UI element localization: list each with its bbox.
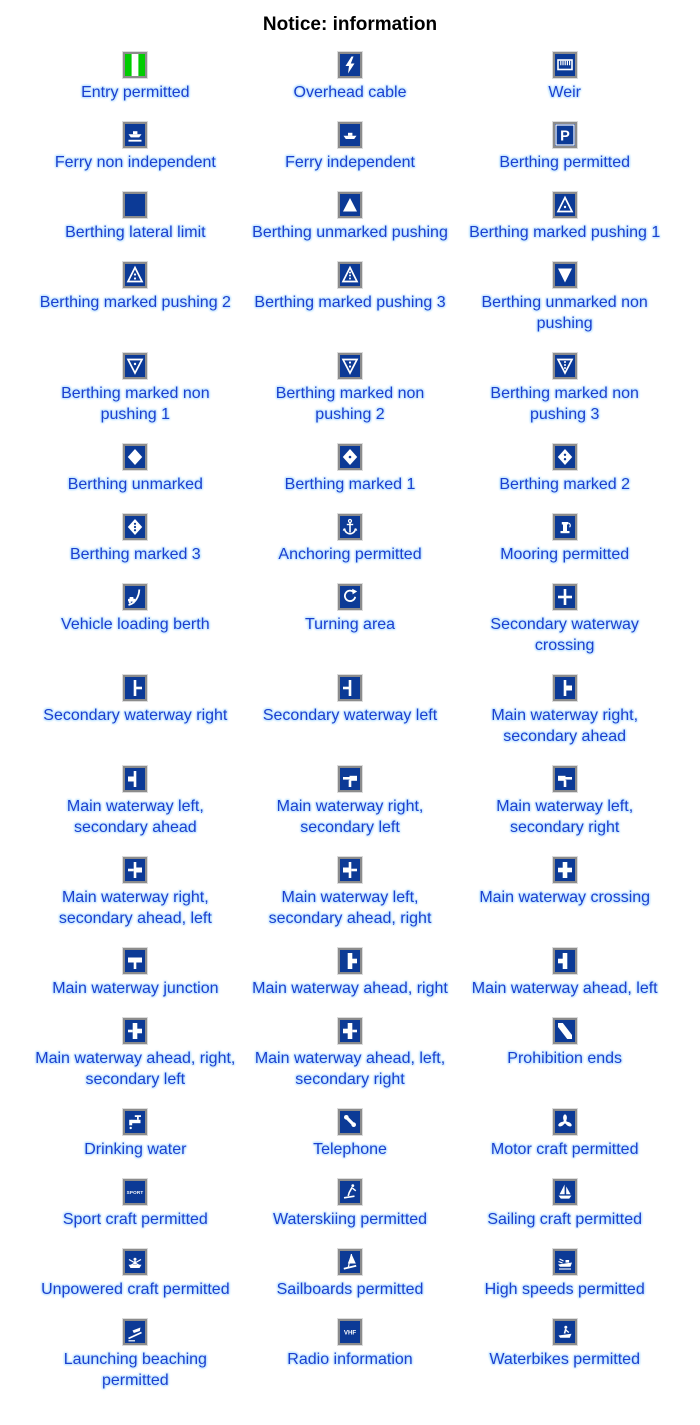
main-right-sec-ahead-icon bbox=[553, 675, 577, 701]
triangle-up-marked-2-icon bbox=[123, 262, 147, 288]
sign-item bbox=[457, 1249, 672, 1300]
sign-row bbox=[0, 675, 700, 747]
main-right-sec-ahead-left-icon bbox=[123, 857, 147, 883]
main-right-sec-left-icon bbox=[338, 766, 362, 792]
sign-label: Prohibition ends bbox=[507, 1050, 623, 1067]
sign-item bbox=[243, 122, 458, 173]
sign-label: Waterbikes permitted bbox=[489, 1351, 640, 1368]
sign-label: Telephone bbox=[313, 1141, 387, 1158]
sign-item bbox=[28, 1179, 243, 1230]
sign-label: Secondary waterway right bbox=[43, 707, 228, 724]
sign-item bbox=[457, 675, 672, 747]
sign-item bbox=[28, 52, 243, 103]
main-crossing-icon bbox=[553, 857, 577, 883]
turning-area-icon bbox=[338, 584, 362, 610]
sign-label: Main waterway ahead, right, secondary left bbox=[35, 1050, 236, 1088]
sign-label: Berthing marked non pushing 1 bbox=[61, 385, 210, 423]
sign-item bbox=[28, 584, 243, 656]
main-ahead-right-icon bbox=[338, 948, 362, 974]
sign-label: Sport craft permitted bbox=[62, 1211, 208, 1228]
sign-item bbox=[243, 766, 458, 838]
waterbikes-icon bbox=[553, 1319, 577, 1345]
sign-item bbox=[28, 444, 243, 495]
sign-item bbox=[457, 262, 672, 334]
sign-row bbox=[0, 353, 700, 425]
sign-label: Weir bbox=[548, 84, 581, 101]
sign-label: Sailboards permitted bbox=[276, 1281, 424, 1298]
high-speeds-icon bbox=[553, 1249, 577, 1275]
sign-item bbox=[243, 1179, 458, 1230]
sign-item bbox=[28, 1249, 243, 1300]
page-title: Notice: information bbox=[262, 14, 438, 35]
sign-label: Berthing unmarked non pushing bbox=[481, 294, 648, 332]
sign-item bbox=[28, 675, 243, 747]
signs-grid bbox=[0, 52, 700, 1391]
sign-item bbox=[243, 52, 458, 103]
sign-label: Ferry independent bbox=[285, 154, 415, 171]
sign-item bbox=[28, 122, 243, 173]
sign-item bbox=[457, 766, 672, 838]
sign-item bbox=[243, 584, 458, 656]
weir-icon bbox=[553, 52, 577, 78]
sign-row bbox=[0, 766, 700, 838]
sign-label: Berthing permitted bbox=[499, 154, 631, 171]
sign-item bbox=[243, 353, 458, 425]
diamond-marked-1-icon bbox=[338, 444, 362, 470]
triangle-down-marked-1-icon bbox=[123, 353, 147, 379]
sign-label: Main waterway crossing bbox=[479, 889, 651, 906]
secondary-left-icon bbox=[338, 675, 362, 701]
sailing-craft-icon bbox=[553, 1179, 577, 1205]
triangle-down-marked-3-icon bbox=[553, 353, 577, 379]
sign-label: Berthing unmarked pushing bbox=[252, 224, 448, 241]
sign-label: Berthing marked non pushing 3 bbox=[490, 385, 639, 423]
main-ahead-left-icon bbox=[553, 948, 577, 974]
svg-text:SPORT: SPORT bbox=[126, 1190, 144, 1195]
sign-row bbox=[0, 1319, 700, 1391]
sign-item bbox=[243, 675, 458, 747]
sign-label: Waterskiing permitted bbox=[272, 1211, 428, 1228]
sign-label: Main waterway ahead, left bbox=[471, 980, 658, 997]
sign-label: Main waterway junction bbox=[52, 980, 219, 997]
sign-label: Berthing marked pushing 2 bbox=[39, 294, 231, 311]
sign-item bbox=[243, 1018, 458, 1090]
sign-item bbox=[457, 584, 672, 656]
sign-row bbox=[0, 1249, 700, 1300]
main-left-sec-right-icon bbox=[553, 766, 577, 792]
sailboards-icon bbox=[338, 1249, 362, 1275]
sign-row bbox=[0, 122, 700, 173]
sign-label: Main waterway right, secondary ahead, left bbox=[58, 889, 212, 927]
sign-row bbox=[0, 948, 700, 999]
sign-label: High speeds permitted bbox=[484, 1281, 645, 1298]
sign-label: Radio information bbox=[287, 1351, 413, 1368]
sign-label: Turning area bbox=[304, 616, 396, 633]
sign-item bbox=[457, 444, 672, 495]
berthing-permitted-icon bbox=[553, 122, 577, 148]
sign-item bbox=[28, 948, 243, 999]
sign-label: Secondary waterway left bbox=[262, 707, 438, 724]
telephone-icon bbox=[338, 1109, 362, 1135]
sign-item bbox=[243, 948, 458, 999]
diamond-marked-2-icon bbox=[553, 444, 577, 470]
sign-label: Berthing marked 2 bbox=[499, 476, 631, 493]
sign-item bbox=[28, 514, 243, 565]
sign-label: Sailing craft permitted bbox=[487, 1211, 643, 1228]
sign-label: Drinking water bbox=[84, 1141, 187, 1158]
secondary-right-icon bbox=[123, 675, 147, 701]
sign-item bbox=[457, 857, 672, 929]
sign-row bbox=[0, 192, 700, 243]
drinking-water-icon bbox=[123, 1109, 147, 1135]
sign-item bbox=[243, 192, 458, 243]
sign-item bbox=[28, 262, 243, 334]
triangle-down-icon bbox=[553, 262, 577, 288]
waterway-cross-icon bbox=[553, 584, 577, 610]
sign-label: Berthing marked 3 bbox=[69, 546, 201, 563]
sign-item bbox=[243, 1249, 458, 1300]
sign-row bbox=[0, 1018, 700, 1090]
main-junction-icon bbox=[123, 948, 147, 974]
sign-label: Anchoring permitted bbox=[278, 546, 422, 563]
diamond-marked-3-icon bbox=[123, 514, 147, 540]
launching-beaching-icon bbox=[123, 1319, 147, 1345]
main-ahead-right-sec-left-icon bbox=[123, 1018, 147, 1044]
sign-item bbox=[243, 1319, 458, 1391]
sign-label: Berthing marked pushing 3 bbox=[254, 294, 446, 311]
diamond-icon bbox=[123, 444, 147, 470]
sign-item bbox=[457, 514, 672, 565]
vehicle-loading-icon bbox=[123, 584, 147, 610]
sign-item bbox=[457, 1018, 672, 1090]
sign-label: Ferry non independent bbox=[54, 154, 216, 171]
sign-item bbox=[28, 1109, 243, 1160]
sign-row bbox=[0, 444, 700, 495]
waterskiing-icon bbox=[338, 1179, 362, 1205]
sign-label: Launching beaching permitted bbox=[63, 1351, 207, 1389]
sign-row bbox=[0, 262, 700, 334]
sign-label: Main waterway ahead, right bbox=[252, 980, 448, 997]
sign-label: Berthing marked non pushing 2 bbox=[275, 385, 425, 423]
sign-label: Unpowered craft permitted bbox=[41, 1281, 230, 1298]
sign-label: Secondary waterway crossing bbox=[490, 616, 639, 654]
sign-item bbox=[243, 262, 458, 334]
sign-item bbox=[457, 353, 672, 425]
berthing-lateral-limit-icon bbox=[123, 192, 147, 218]
triangle-down-marked-2-icon bbox=[338, 353, 362, 379]
sign-label: Main waterway left, secondary ahead bbox=[66, 798, 204, 836]
sign-item bbox=[457, 1319, 672, 1391]
mooring-bollard-icon bbox=[553, 514, 577, 540]
sign-label: Berthing marked 1 bbox=[284, 476, 416, 493]
unpowered-craft-icon bbox=[123, 1249, 147, 1275]
sign-row bbox=[0, 1109, 700, 1160]
sign-label: Berthing lateral limit bbox=[65, 224, 206, 241]
sign-item bbox=[457, 1109, 672, 1160]
entry-permitted-icon bbox=[123, 52, 147, 78]
sign-item bbox=[457, 192, 672, 243]
sign-label: Overhead cable bbox=[293, 84, 407, 101]
sign-item bbox=[457, 948, 672, 999]
sign-label: Main waterway right, secondary ahead bbox=[491, 707, 639, 745]
sign-label: Main waterway left, secondary right bbox=[496, 798, 634, 836]
ferry-independent-icon bbox=[338, 122, 362, 148]
sign-label: Main waterway left, secondary ahead, right bbox=[268, 889, 432, 927]
sign-item bbox=[28, 766, 243, 838]
sign-row bbox=[0, 514, 700, 565]
main-ahead-left-sec-right-icon bbox=[338, 1018, 362, 1044]
sign-label: Main waterway right, secondary left bbox=[276, 798, 424, 836]
sign-label: Berthing unmarked bbox=[67, 476, 203, 493]
sign-label: Motor craft permitted bbox=[490, 1141, 639, 1158]
prohibition-ends-icon bbox=[553, 1018, 577, 1044]
sign-item bbox=[28, 1319, 243, 1391]
motor-craft-icon bbox=[553, 1109, 577, 1135]
triangle-up-marked-3-icon bbox=[338, 262, 362, 288]
sign-label: Main waterway ahead, left, secondary right bbox=[254, 1050, 446, 1088]
sign-label: Mooring permitted bbox=[500, 546, 630, 563]
sign-item bbox=[28, 857, 243, 929]
sign-item bbox=[243, 444, 458, 495]
radio-information-icon bbox=[338, 1319, 362, 1345]
sign-label: Entry permitted bbox=[81, 84, 190, 101]
sign-item bbox=[457, 122, 672, 173]
sign-label: Vehicle loading berth bbox=[61, 616, 210, 633]
main-left-sec-ahead-icon bbox=[123, 766, 147, 792]
svg-text:P: P bbox=[559, 128, 570, 145]
sign-label: Berthing marked pushing 1 bbox=[469, 224, 661, 241]
sign-item bbox=[28, 192, 243, 243]
sign-item bbox=[457, 52, 672, 103]
sign-item bbox=[243, 514, 458, 565]
anchor-icon bbox=[338, 514, 362, 540]
sign-item bbox=[243, 1109, 458, 1160]
sign-row bbox=[0, 584, 700, 656]
triangle-up-marked-1-icon bbox=[553, 192, 577, 218]
sign-item bbox=[28, 1018, 243, 1090]
overhead-cable-icon bbox=[338, 52, 362, 78]
sign-row bbox=[0, 857, 700, 929]
sign-item bbox=[28, 353, 243, 425]
sign-row bbox=[0, 1179, 700, 1230]
ferry-non-independent-icon bbox=[123, 122, 147, 148]
sign-row bbox=[0, 52, 700, 103]
sport-craft-icon bbox=[123, 1179, 147, 1205]
sign-item bbox=[243, 857, 458, 929]
main-left-sec-ahead-right-icon bbox=[338, 857, 362, 883]
sign-item bbox=[457, 1179, 672, 1230]
triangle-up-icon bbox=[338, 192, 362, 218]
svg-text:VHF: VHF bbox=[343, 1329, 357, 1337]
